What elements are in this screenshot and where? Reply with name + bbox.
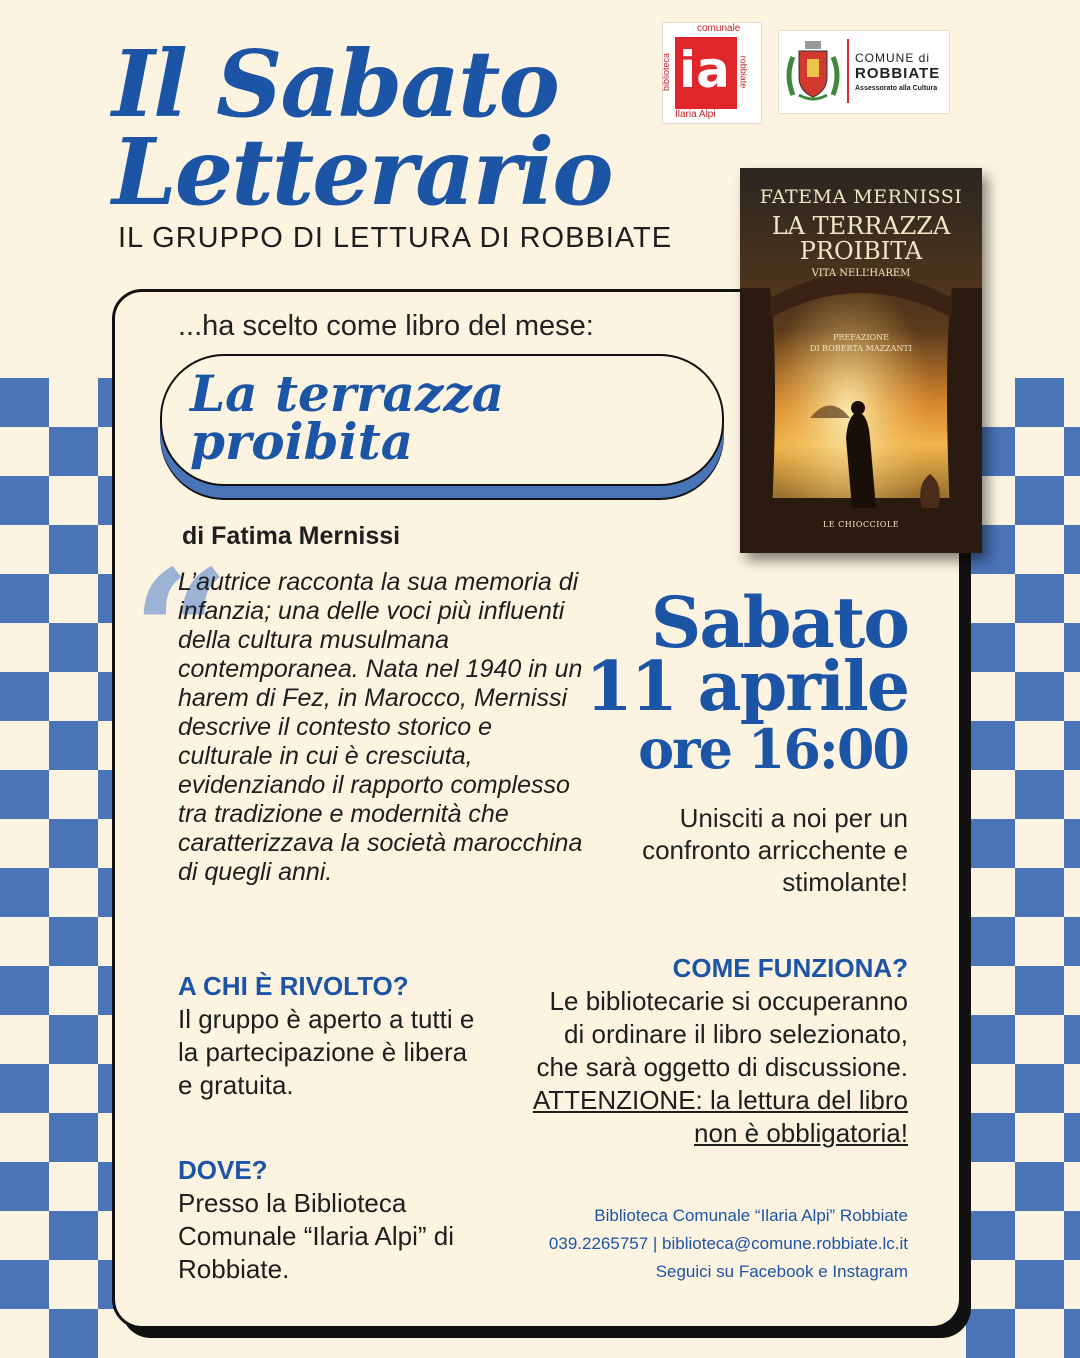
book-cover-author: FATEMA MERNISSI [759, 186, 963, 208]
book-cover [740, 168, 982, 553]
book-cover-preface-line-2: DI ROBERTA MAZZANTI [810, 344, 912, 353]
checker-square [966, 1309, 1015, 1358]
checker-square [1015, 476, 1064, 525]
book-cover-title [740, 214, 982, 264]
event-day: Sabato [650, 581, 908, 664]
checker-square [0, 476, 49, 525]
comune-logo-divider [847, 39, 849, 103]
checker-square [1064, 917, 1080, 966]
checker-square [1015, 966, 1064, 1015]
checker-square [0, 868, 49, 917]
comune-logo [778, 30, 950, 114]
biblioteca-logo-top-text: comunale [697, 23, 741, 34]
contact-library: Biblioteca Comunale “Ilaria Alpi” Robbiate [594, 1206, 908, 1225]
book-cover-preface [740, 332, 982, 354]
contact-info [549, 1202, 908, 1286]
checker-square [49, 1211, 98, 1260]
checker-square [0, 378, 49, 427]
contact-social: Seguici su Facebook e Instagram [655, 1262, 908, 1281]
book-description: L’autrice racconta la sua memoria di infanzia; una delle voci più influenti della cultura musulmana contemporanea. Nata nel 1940 in un harem di Fez, in Marocco, Mernissi descrive il contesto storico e culturale in cui è cresciuta, evidenziando il rapporto complesso tra tradizione e modernità che caratterizzava la società marocchina di quegli anni. [178, 568, 583, 886]
where-heading: DOVE? [178, 1155, 268, 1185]
title-line-1: Il Sabato [112, 30, 558, 138]
book-author: di Fatima Mernissi [182, 522, 401, 550]
checker-square [49, 427, 98, 476]
checker-square [1015, 378, 1064, 427]
checker-square [49, 1309, 98, 1358]
checker-square [1015, 868, 1064, 917]
who-section [178, 970, 478, 1102]
checker-square [1015, 1260, 1064, 1309]
biblioteca-logo-right-text: robbiate [738, 55, 749, 89]
biblioteca-logo-left-text: biblioteca [661, 52, 672, 92]
checker-square [966, 819, 1015, 868]
biblioteca-logo [662, 22, 762, 124]
checker-square [966, 1015, 1015, 1064]
poster-subtitle: IL GRUPPO DI LETTURA DI ROBBIATE [118, 222, 673, 254]
checker-square [49, 525, 98, 574]
poster-title [112, 30, 612, 226]
checker-square [1064, 1113, 1080, 1162]
comune-logo-line-2: ROBBIATE [855, 65, 941, 82]
checker-square [966, 1113, 1015, 1162]
where-text: Presso la Biblioteca Comunale “Ilaria Alpi” di Robbiate. [178, 1188, 455, 1284]
quote-mark-icon: “ [132, 533, 230, 733]
checker-square [0, 574, 49, 623]
how-warning: ATTENZIONE: la lettura del libro non è obbligatoria! [532, 1085, 908, 1148]
book-title-line-2: proibita [190, 412, 414, 471]
event-time: ore 16:00 [638, 717, 908, 781]
biblioteca-logo-bottom-text: Ilaria Alpi [675, 109, 716, 120]
book-cover-title-line-2: PROIBITA [799, 237, 923, 265]
checker-square [1064, 721, 1080, 770]
event-date-text: 11 aprile [585, 647, 908, 727]
checker-square [1064, 525, 1080, 574]
book-title [190, 364, 505, 471]
where-section [178, 1154, 478, 1286]
checker-square [1015, 1064, 1064, 1113]
checker-pattern-left [0, 0, 112, 1350]
checker-square [49, 623, 98, 672]
how-section [528, 952, 908, 1150]
checker-square [1064, 1015, 1080, 1064]
how-heading: COME FUNZIONA? [672, 953, 908, 983]
checker-square [0, 770, 49, 819]
coat-of-arms-icon [783, 37, 843, 107]
checker-square [966, 1211, 1015, 1260]
book-cover-publisher: LE CHIOCCIOLE [822, 520, 900, 529]
checker-square [0, 1064, 49, 1113]
who-heading: A CHI È RIVOLTO? [178, 971, 409, 1001]
event-invite: Unisciti a noi per un confronto arricchente e stimolante! [642, 803, 908, 897]
checker-square [0, 1162, 49, 1211]
book-title-line-1: La terrazza [190, 364, 505, 423]
checker-square [1015, 1162, 1064, 1211]
checker-square [49, 1113, 98, 1162]
checker-square [966, 721, 1015, 770]
event-date [585, 581, 908, 781]
book-cover-subtitle: VITA NELL’HAREM [811, 268, 911, 279]
checker-square [1064, 1211, 1080, 1260]
checker-square [49, 917, 98, 966]
checker-square [966, 917, 1015, 966]
comune-logo-line-3: Assessorato alla Cultura [855, 85, 938, 92]
checker-square [49, 721, 98, 770]
checker-square [49, 819, 98, 868]
checker-square [1015, 672, 1064, 721]
who-text: Il gruppo è aperto a tutti e la partecipazione è libera e gratuita. [178, 1004, 475, 1100]
checker-square [49, 1015, 98, 1064]
book-cover-title-line-1: LA TERRAZZA [771, 212, 951, 240]
checker-square [1064, 623, 1080, 672]
book-cover-preface-line-1: PREFAZIONE [833, 333, 889, 342]
checker-square [1064, 427, 1080, 476]
checker-square [0, 672, 49, 721]
contact-phone-email[interactable]: 039.2265757 | biblioteca@comune.robbiate.lc.it [548, 1234, 908, 1253]
biblioteca-logo-mark: ia [679, 41, 730, 99]
book-intro: ...ha scelto come libro del mese: [178, 310, 594, 342]
checker-square [1015, 574, 1064, 623]
checker-pattern-right [966, 0, 1080, 1350]
checker-square [1064, 1309, 1080, 1358]
checker-square [1064, 819, 1080, 868]
checker-square [0, 1260, 49, 1309]
checker-square [1015, 770, 1064, 819]
how-text: Le bibliotecarie si occuperanno di ordinare il libro selezionato, che sarà oggetto di discussione. [536, 986, 908, 1082]
title-line-2: Letterario [112, 118, 612, 226]
comune-logo-line-1: COMUNE di [855, 51, 931, 65]
checker-square [966, 623, 1015, 672]
checker-square [0, 966, 49, 1015]
